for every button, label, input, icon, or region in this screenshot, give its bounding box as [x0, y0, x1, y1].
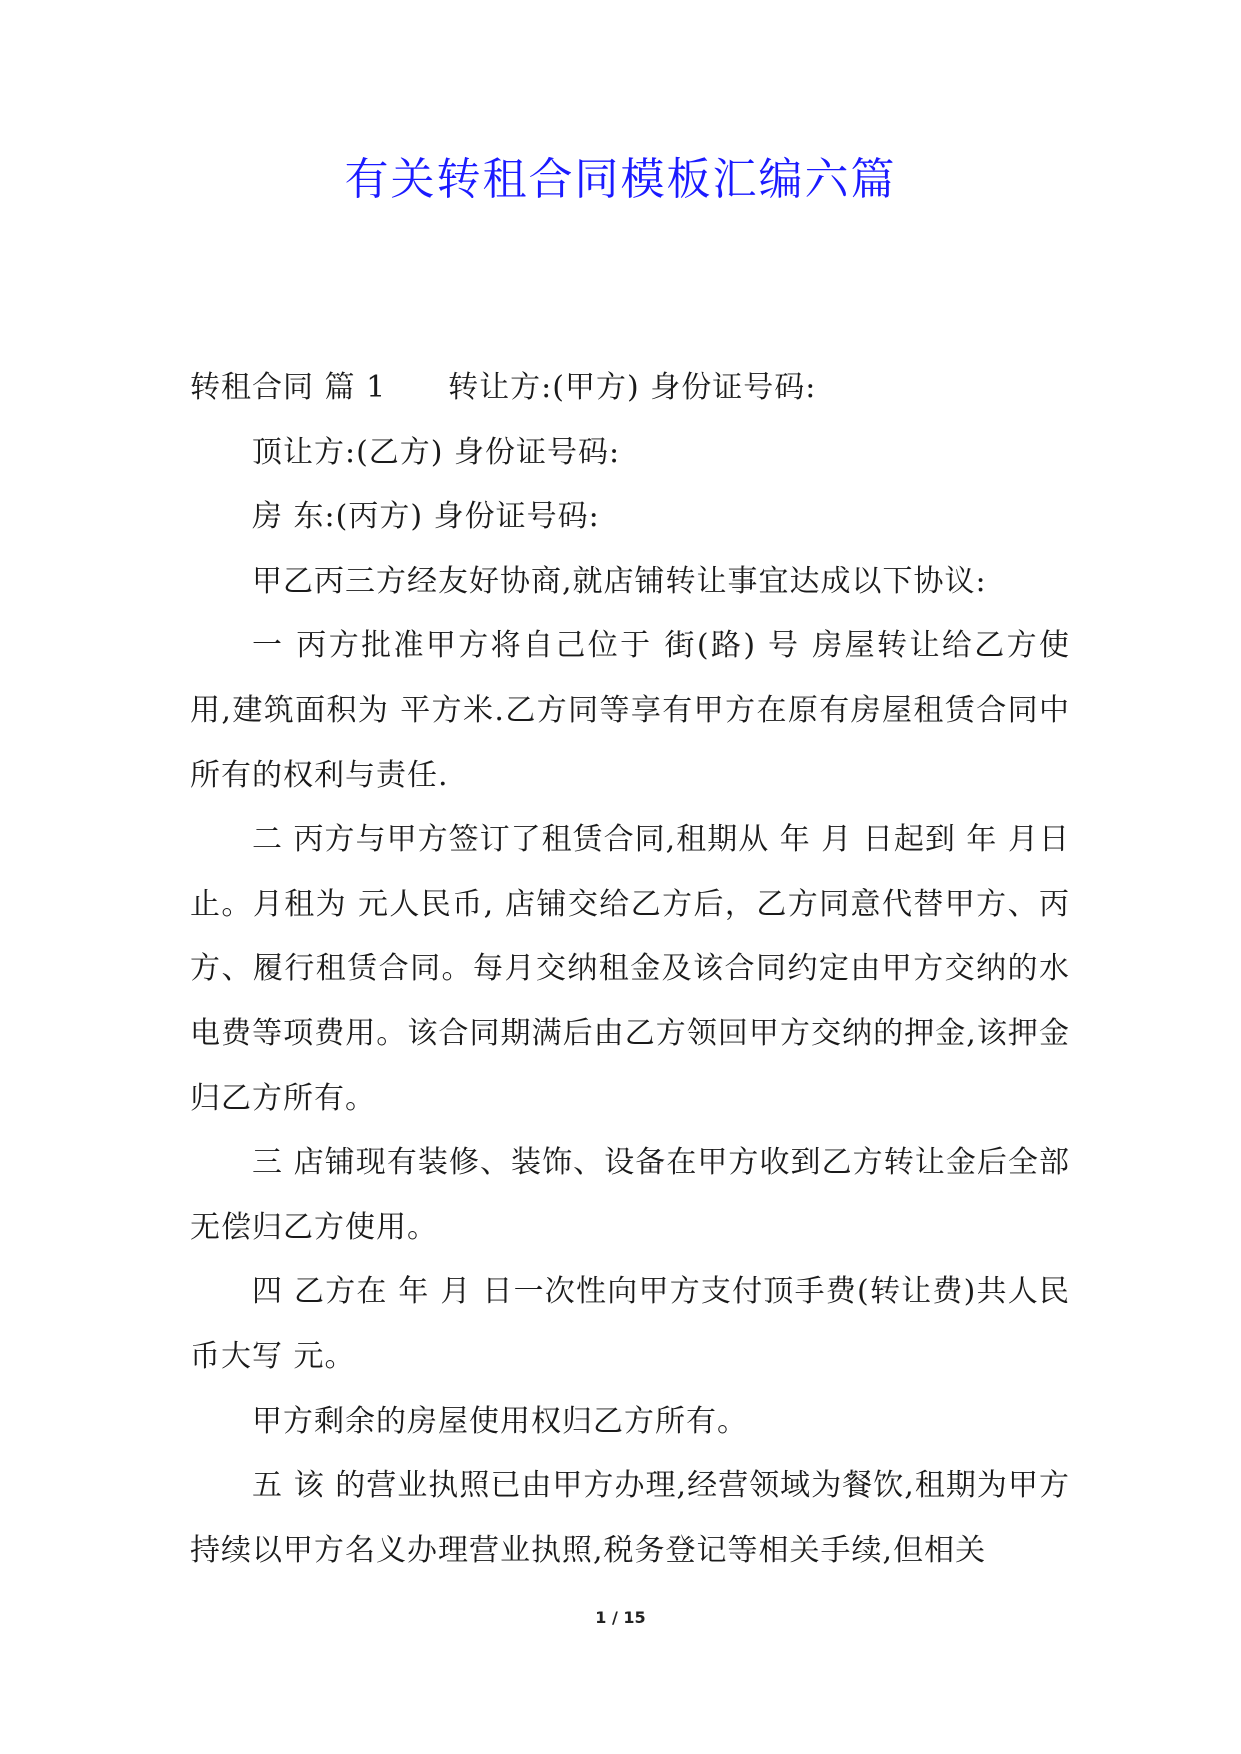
- transferor-line: 转让方:(甲方) 身份证号码:: [448, 370, 817, 405]
- paragraph: 一 丙方批准甲方将自己位于 街(路) 号 房屋转让给乙方使用,建筑面积为 平方米.乙方同等享有甲方在原有房屋租赁合同中所有的权利与责任.: [190, 628, 1070, 793]
- paragraph: 五 该 的营业执照已由甲方办理,经营领域为餐饮,租期为甲方持续以甲方名义办理营业执照,税务登记等相关手续,但相关: [190, 1468, 1070, 1568]
- heading-line: [190, 356, 1070, 421]
- section-label: 转租合同 篇 1: [190, 370, 387, 405]
- paragraph: 甲乙丙三方经友好协商,就店铺转让事宜达成以下协议:: [252, 563, 987, 599]
- paragraph: 甲方剩余的房屋使用权归乙方所有。: [252, 1403, 748, 1439]
- paragraph: 三 店铺现有装修、装饰、设备在甲方收到乙方转让金后全部无偿归乙方使用。: [190, 1145, 1070, 1245]
- paragraph: 顶让方:(乙方) 身份证号码:: [252, 434, 621, 470]
- paragraph: 二 丙方与甲方签订了租赁合同,租期从 年 月 日起到 年 月日止。月租为 元人民币, 店铺交给乙方后，乙方同意代替甲方、丙方、履行租赁合同。每月交纳租金及该合同约定由甲方交纳的水电费等项费用。该合同期满后由乙方领回甲方交纳的押金,该押金归乙方所有。: [190, 822, 1070, 1116]
- page-number: 1 / 15: [595, 1608, 646, 1627]
- document-body: [190, 356, 1070, 1583]
- document-title: 有关转租合同模板汇编六篇: [344, 154, 897, 205]
- paragraph: 四 乙方在 年 月 日一次性向甲方支付顶手费(转让费)共人民币大写 元。: [190, 1274, 1070, 1374]
- paragraph: 房 东:(丙方) 身份证号码:: [252, 499, 600, 535]
